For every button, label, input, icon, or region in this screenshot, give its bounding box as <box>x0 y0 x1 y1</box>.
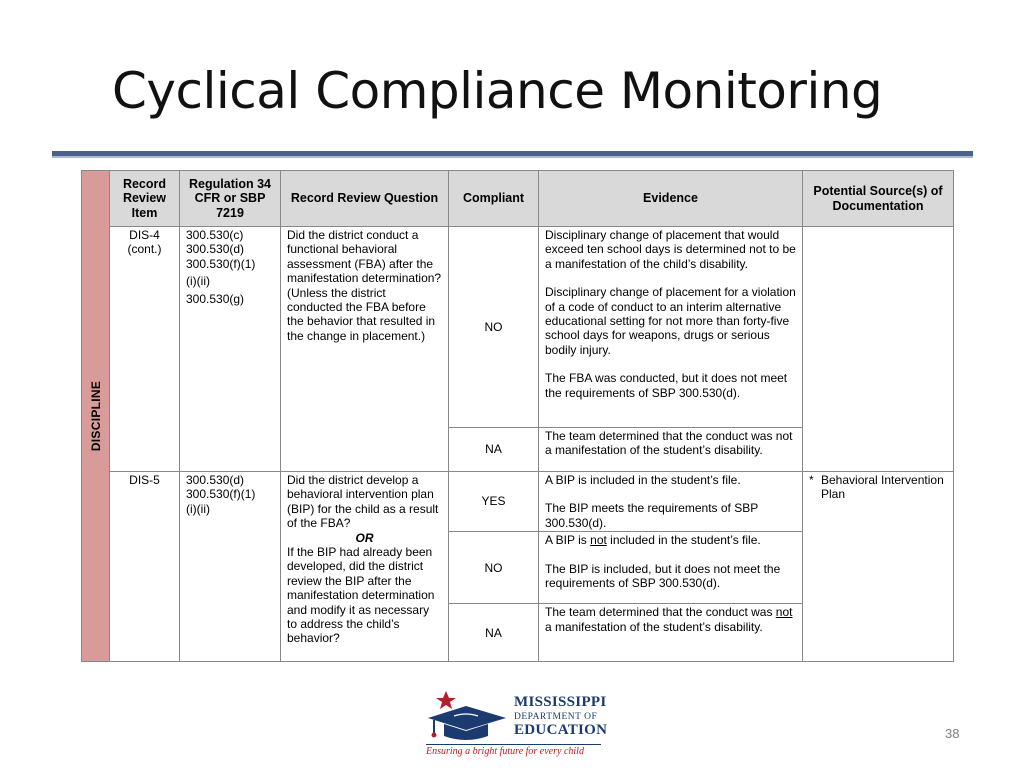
dis5-question-2: If the BIP had already been developed, did the district review the BIP after the manifestation determination and modify it as necessary to address the child’s behavior? <box>287 545 435 646</box>
dis5-question <box>281 472 449 662</box>
dis5-na-evidence-not: not <box>775 605 793 620</box>
dis4-regulation <box>180 227 281 472</box>
header-evidence: Evidence <box>539 171 803 227</box>
dis5-no-evidence <box>539 532 803 604</box>
header-question: Record Review Question <box>281 171 449 227</box>
header-compliant: Compliant <box>449 171 539 227</box>
logo-mississippi: MISSISSIPPI <box>514 694 607 710</box>
table-row-dis4-no <box>82 227 954 428</box>
logo-tagline: Ensuring a bright future for every child <box>426 746 584 757</box>
dis4-reg-4: (i)(ii) <box>186 274 210 289</box>
dis5-na-compliant: NA <box>449 604 539 662</box>
dis4-no-compliant: NO <box>449 227 539 428</box>
dis5-yes-evidence <box>539 472 803 532</box>
source-bullet: * <box>809 473 814 487</box>
dis4-na-compliant: NA <box>449 428 539 472</box>
dis5-reg-1: 300.530(d) <box>186 473 245 487</box>
dis4-sources <box>803 227 954 472</box>
header-row <box>82 171 954 227</box>
title-divider-highlight <box>52 156 973 158</box>
table-row-dis5-yes <box>82 472 954 532</box>
dis5-regulation <box>180 472 281 662</box>
dis5-no-evidence-1 <box>545 533 796 547</box>
discipline-label: DISCIPLINE <box>88 380 103 452</box>
dis5-reg-3: (i)(ii) <box>186 501 210 516</box>
logo-divider <box>426 744 601 745</box>
dis5-reg-2: 300.530(f)(1) <box>186 487 256 502</box>
dis5-item: DIS-5 <box>110 472 180 662</box>
source-behavioral-plan: Behavioral Intervention Plan <box>821 473 944 502</box>
logo-education: EDUCATION <box>514 722 608 738</box>
compliance-table <box>81 170 954 662</box>
dis4-reg-1: 300.530(c) <box>186 228 244 242</box>
dis5-no-evidence-1-a: A BIP is <box>545 533 591 548</box>
dis5-na-evidence-b: a manifestation of the student’s disability. <box>545 619 763 634</box>
dis5-yes-compliant: YES <box>449 472 539 532</box>
dis4-no-evidence-3: The FBA was conducted, but it does not meet the requirements of SBP 300.530(d). <box>545 371 788 400</box>
graduation-cap-icon <box>424 688 514 744</box>
dis5-no-evidence-1-not: not <box>590 533 607 548</box>
slide-title: Cyclical Compliance Monitoring <box>112 62 883 120</box>
header-regulation: Regulation 34 CFR or SBP 7219 <box>180 171 281 227</box>
dis4-no-evidence-2: Disciplinary change of placement for a violation of a code of conduct to an interim alternative educational setting for not more than forty-five school days for weapons, drugs or serious bodily injury. <box>545 285 796 357</box>
dis4-reg-3: 300.530(f)(1) <box>186 256 256 271</box>
dis5-question-or: OR <box>355 530 374 545</box>
header-sources: Potential Source(s) of Documentation <box>803 171 954 227</box>
dis5-question-1: Did the district develop a behavioral intervention plan (BIP) for the child as a result of the FBA? <box>287 473 439 531</box>
logo-department: DEPARTMENT OF <box>514 712 598 722</box>
dis5-no-evidence-2: The BIP is included, but it does not meet the requirements of SBP 300.530(d). <box>545 561 781 591</box>
dis5-na-evidence-a: The team determined that the conduct was <box>545 605 776 620</box>
dis5-sources <box>803 472 954 662</box>
dis4-item: DIS-4 (cont.) <box>110 227 180 472</box>
header-item: Record Review Item <box>110 171 180 227</box>
dis5-yes-evidence-2: The BIP meets the requirements of SBP 300.530(d). <box>545 501 758 530</box>
dis4-question: Did the district conduct a functional behavioral assessment (FBA) after the manifestation determination? (Unless the district conducted the FBA before the behavior that resulted in the change in placement.) <box>281 227 449 472</box>
dis4-no-evidence-1: Disciplinary change of placement that would exceed ten school days is determined not to be a manifestation of the child’s disability. <box>545 228 796 271</box>
page-number: 38 <box>945 726 960 741</box>
dis5-no-compliant: NO <box>449 532 539 604</box>
dis5-yes-evidence-1: A BIP is included in the student’s file. <box>545 473 741 487</box>
dis4-na-evidence: The team determined that the conduct was not a manifestation of the student’s disability. <box>539 428 803 472</box>
dis4-reg-2: 300.530(d) <box>186 242 245 257</box>
dis4-reg-5: 300.530(g) <box>186 291 245 306</box>
mde-logo <box>424 688 608 762</box>
discipline-side-cell <box>82 171 110 662</box>
dis4-no-evidence <box>539 227 803 428</box>
dis5-na-evidence <box>539 604 803 662</box>
dis5-no-evidence-1-b: included in the student’s file. <box>606 533 761 548</box>
